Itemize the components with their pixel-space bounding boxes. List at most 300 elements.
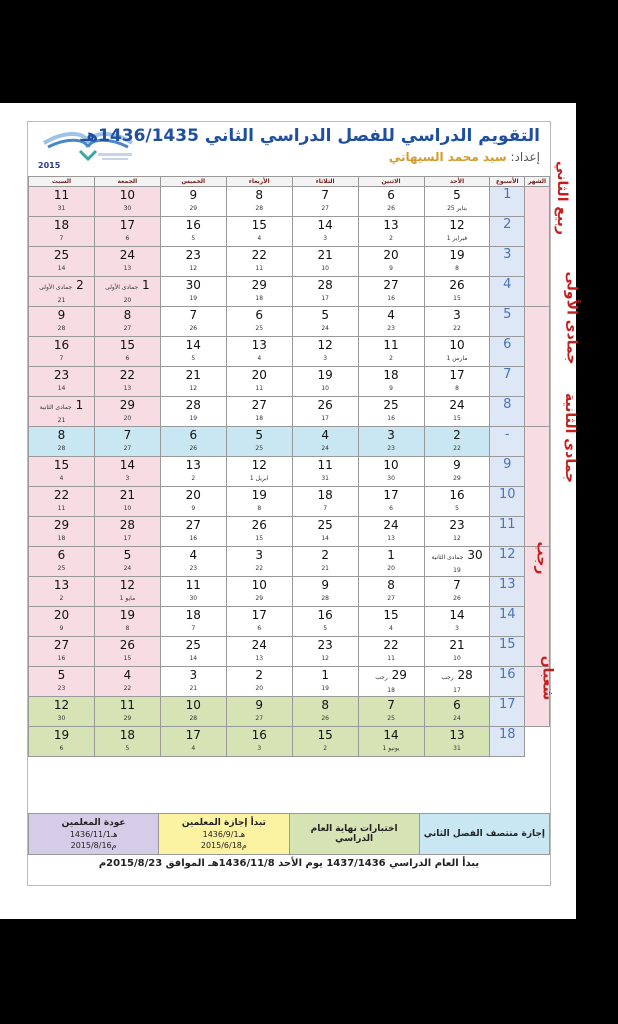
hijri-day: 12 — [53, 698, 70, 712]
hijri-day: 30 — [467, 548, 483, 562]
day-cell-fri — [94, 637, 160, 667]
hijri-day: 28 — [317, 278, 333, 292]
gregorian-day: 28 — [189, 715, 198, 722]
hijri-day: 22 — [383, 638, 399, 652]
page-title: التقويم الدراسي للفصل الدراسي الثاني 1436/1435هـ — [80, 126, 540, 146]
legend-table — [28, 813, 550, 855]
gregorian-day: 21 — [189, 685, 198, 692]
prepared-by — [240, 150, 540, 164]
gregorian-day: 9 — [59, 625, 64, 632]
legend-row — [29, 814, 550, 855]
hijri-day: 14 — [449, 608, 465, 622]
hijri-day: 10 — [449, 338, 465, 352]
hijri-day: 26 — [317, 398, 333, 412]
hijri-day: 18 — [317, 488, 333, 502]
day-cell-sun — [424, 517, 490, 547]
week-row — [29, 217, 550, 247]
day-cell-thu — [160, 727, 226, 757]
day-cell-fri — [94, 277, 160, 307]
week-row — [29, 247, 550, 277]
day-cell-sun — [424, 697, 490, 727]
hijri-day: 24 — [383, 518, 399, 532]
day-cell-mon — [358, 247, 424, 277]
gregorian-day: 12 — [189, 385, 198, 392]
gregorian-day: 1 ابريل — [249, 475, 269, 482]
gregorian-day: 16 — [387, 295, 395, 302]
gregorian-day: 22 — [453, 445, 461, 452]
day-cell-sat — [29, 337, 95, 367]
hijri-day: 4 — [387, 308, 395, 322]
hijri-day: 6 — [189, 428, 198, 442]
hijri-day: 13 — [53, 578, 70, 592]
hijri-day: 27 — [383, 278, 399, 292]
week-number: 3 — [490, 247, 525, 277]
calendar-sheet — [0, 103, 580, 919]
hijri-day: 8 — [255, 188, 264, 202]
day-cell-sat — [29, 427, 95, 457]
week-number: 2 — [490, 217, 525, 247]
gregorian-day: 6 — [59, 745, 64, 752]
gregorian-day: 13 — [387, 535, 395, 542]
hijri-day: 23 — [185, 248, 201, 262]
hijri-day: 1 — [142, 278, 150, 292]
week-row — [29, 577, 550, 607]
day-cell-sat — [29, 457, 95, 487]
day-cell-tue — [292, 367, 358, 397]
gregorian-day: 27 — [255, 715, 264, 722]
gregorian-day: 8 — [257, 505, 262, 512]
day-cell-thu — [160, 217, 226, 247]
hijri-day: 7 — [189, 308, 198, 322]
hijri-day: 13 — [449, 728, 465, 742]
week-number: 11 — [490, 517, 525, 547]
hijri-day: 24 — [449, 398, 465, 412]
day-cell-fri — [94, 397, 160, 427]
gregorian-day: 5 — [191, 355, 196, 362]
hijri-day: 27 — [251, 398, 267, 412]
day-cell-fri — [94, 187, 160, 217]
day-cell-sun — [424, 487, 490, 517]
day-cell-fri — [94, 577, 160, 607]
hijri-day: 14 — [383, 728, 399, 742]
hijri-day: 9 — [57, 308, 66, 322]
gregorian-day: 9 — [389, 265, 393, 272]
hijri-day: 12 — [449, 218, 465, 232]
gregorian-day: 2 — [389, 355, 393, 362]
gregorian-day: 10 — [321, 265, 329, 272]
gregorian-day: 11 — [57, 505, 66, 512]
day-cell-mon — [358, 667, 424, 697]
gregorian-day: 30 — [57, 715, 66, 722]
gregorian-day: 27 — [321, 205, 329, 212]
gregorian-day: 18 — [57, 535, 66, 542]
hijri-day: 29 — [391, 668, 407, 682]
day-cell-wed — [226, 367, 292, 397]
day-cell-sun — [424, 367, 490, 397]
day-cell-sun — [424, 577, 490, 607]
month-cell — [525, 541, 550, 667]
week-number: 4 — [490, 277, 525, 307]
month-label: جمادى الثانية — [562, 392, 579, 484]
hijri-day: 29 — [53, 518, 70, 532]
hijri-day: 24 — [119, 248, 136, 262]
gregorian-day: 30 — [123, 205, 132, 212]
gregorian-day: 27 — [387, 595, 395, 602]
day-cell-sat — [29, 607, 95, 637]
day-cell-thu — [160, 427, 226, 457]
day-cell-sun — [424, 637, 490, 667]
hijri-day: 29 — [119, 398, 136, 412]
gregorian-day: 18 — [387, 687, 395, 694]
gregorian-day: 17 — [123, 535, 132, 542]
hijri-day: 16 — [449, 488, 465, 502]
week-number: 16 — [490, 667, 525, 697]
hijri-day: 28 — [185, 398, 201, 412]
day-cell-sat — [29, 697, 95, 727]
gregorian-day: 6 — [125, 235, 130, 242]
gregorian-day: 14 — [57, 385, 66, 392]
gregorian-day: 13 — [123, 265, 132, 272]
hijri-day: 2 — [321, 548, 329, 562]
hijri-day: 11 — [185, 578, 201, 592]
week-number: 5 — [490, 307, 525, 337]
day-cell-wed — [226, 547, 292, 577]
gregorian-day: 15 — [255, 535, 264, 542]
hijri-day: 11 — [119, 698, 136, 712]
day-cell-sat — [29, 727, 95, 757]
day-cell-tue — [292, 457, 358, 487]
day-cell-wed — [226, 307, 292, 337]
hijri-day: 9 — [189, 188, 198, 202]
hijri-day: 7 — [387, 698, 395, 712]
gregorian-day: 12 — [189, 265, 198, 272]
day-cell-mon — [358, 607, 424, 637]
gregorian-day: 21 — [57, 297, 66, 304]
hijri-day: 16 — [53, 338, 70, 352]
hijri-day: 19 — [449, 248, 465, 262]
gregorian-day: 21 — [321, 565, 329, 572]
hijri-day: 9 — [453, 458, 461, 472]
gregorian-day: 15 — [453, 295, 461, 302]
hijri-day: 21 — [185, 368, 201, 382]
hijri-day: 28 — [457, 668, 473, 682]
gregorian-day: 7 — [59, 235, 64, 242]
hijri-day: 21 — [317, 248, 333, 262]
gregorian-day: 14 — [57, 265, 66, 272]
gregorian-day: 13 — [255, 655, 264, 662]
week-row — [29, 277, 550, 307]
hijri-day: 26 — [251, 518, 267, 532]
day-cell-thu — [160, 667, 226, 697]
legend-vacation-hijri: 1436/9/1هـ — [202, 830, 246, 839]
gregorian-day: 29 — [255, 595, 264, 602]
hijri-day: 5 — [123, 548, 132, 562]
gregorian-day: 20 — [123, 297, 132, 304]
day-cell-wed — [226, 697, 292, 727]
gregorian-day: 1 مايو — [119, 595, 136, 602]
gregorian-day: 20 — [255, 685, 264, 692]
day-cell-thu — [160, 607, 226, 637]
day-cell-wed — [226, 577, 292, 607]
hijri-day: 19 — [53, 728, 70, 742]
hijri-day: 22 — [53, 488, 70, 502]
hijri-day: 17 — [383, 488, 399, 502]
day-cell-sun — [424, 277, 490, 307]
hijri-day: 5 — [321, 308, 329, 322]
week-number: 18 — [490, 727, 525, 757]
hijri-day: 17 — [449, 368, 465, 382]
gregorian-day: 24 — [321, 445, 329, 452]
hijri-day: 23 — [449, 518, 465, 532]
hijri-day: 26 — [119, 638, 136, 652]
hijri-day: 18 — [383, 368, 399, 382]
day-cell-wed — [226, 277, 292, 307]
hijri-day-wrap — [29, 397, 94, 414]
day-cell-fri — [94, 667, 160, 697]
gregorian-day: 3 — [257, 745, 262, 752]
col-fri: الجمعة — [94, 177, 160, 187]
day-cell-sun — [424, 457, 490, 487]
day-cell-tue — [292, 397, 358, 427]
hijri-day: 13 — [251, 338, 267, 352]
hijri-day: 22 — [119, 368, 136, 382]
day-cell-sun — [424, 607, 490, 637]
hijri-day: 28 — [119, 518, 136, 532]
hijri-day: 4 — [123, 668, 132, 682]
day-cell-wed — [226, 427, 292, 457]
hijri-day: 18 — [119, 728, 136, 742]
week-row — [29, 187, 550, 217]
day-cell-thu — [160, 457, 226, 487]
hijri-day: 25 — [185, 638, 201, 652]
week-number: 1 — [490, 187, 525, 217]
day-cell-fri — [94, 607, 160, 637]
gregorian-day: 2 — [389, 235, 393, 242]
hijri-day-wrap — [359, 667, 424, 684]
day-cell-sat — [29, 277, 95, 307]
gregorian-day: 2 — [59, 595, 64, 602]
day-cell-wed — [226, 337, 292, 367]
gregorian-day: 16 — [189, 535, 198, 542]
gregorian-day: 16 — [57, 655, 66, 662]
gregorian-day: 8 — [125, 625, 130, 632]
hijri-day: 23 — [317, 638, 333, 652]
month-label: رجب — [533, 541, 550, 575]
gregorian-day: 9 — [191, 505, 196, 512]
gregorian-day: 22 — [453, 325, 461, 332]
hijri-day: 6 — [387, 188, 395, 202]
day-cell-tue — [292, 667, 358, 697]
gregorian-day: 14 — [321, 535, 329, 542]
day-cell-thu — [160, 637, 226, 667]
hijri-day: 20 — [383, 248, 399, 262]
day-cell-tue — [292, 727, 358, 757]
day-cell-mon — [358, 337, 424, 367]
hijri-day: 4 — [321, 428, 329, 442]
day-cell-wed — [226, 247, 292, 277]
day-cell-sun — [424, 397, 490, 427]
day-cell-wed — [226, 637, 292, 667]
hijri-day: 16 — [317, 608, 333, 622]
hijri-day: 3 — [453, 308, 461, 322]
month-note: رجب — [441, 674, 454, 681]
hijri-day: 12 — [317, 338, 333, 352]
day-cell-tue — [292, 307, 358, 337]
gregorian-day: 25 — [387, 715, 395, 722]
gregorian-day: 8 — [455, 385, 459, 392]
gregorian-day: 4 — [257, 355, 262, 362]
hijri-day: 18 — [53, 218, 70, 232]
gregorian-day: 26 — [189, 325, 198, 332]
hijri-day: 15 — [383, 608, 399, 622]
gregorian-day: 2 — [323, 745, 328, 752]
day-cell-sun — [424, 547, 490, 577]
hijri-day: 8 — [123, 308, 132, 322]
legend-vacation-title: تبدأ إجازة المعلمين — [181, 818, 266, 828]
day-cell-fri — [94, 727, 160, 757]
gregorian-day: 18 — [255, 415, 264, 422]
gregorian-day: 25 — [57, 565, 66, 572]
gregorian-day: 4 — [257, 235, 262, 242]
hijri-day: 29 — [251, 278, 267, 292]
hijri-day: 6 — [57, 548, 66, 562]
day-cell-thu — [160, 187, 226, 217]
hijri-day: 6 — [453, 698, 461, 712]
col-sat: السبت — [29, 177, 95, 187]
gregorian-day: 13 — [123, 385, 132, 392]
day-cell-sat — [29, 517, 95, 547]
gregorian-day: 23 — [387, 445, 395, 452]
gregorian-day: 26 — [387, 205, 395, 212]
gregorian-day: 7 — [191, 625, 196, 632]
hijri-day: 19 — [119, 608, 136, 622]
day-cell-wed — [226, 397, 292, 427]
hijri-day: 15 — [119, 338, 136, 352]
hijri-day: 30 — [185, 278, 201, 292]
month-note: جمادى الأولى — [105, 284, 139, 291]
day-cell-fri — [94, 307, 160, 337]
gregorian-day: 15 — [453, 415, 461, 422]
week-row — [29, 637, 550, 667]
hijri-day: 11 — [317, 458, 333, 472]
gregorian-day: 31 — [321, 475, 329, 482]
footer-note: يبدأ العام الدراسي 1437/1436 يوم الأحد 1436/11/8هـ الموافق 2015/8/23م — [98, 858, 480, 869]
hijri-day-wrap — [29, 277, 94, 294]
gregorian-day: 1 فبراير — [446, 235, 468, 242]
hijri-day-wrap — [425, 547, 490, 564]
day-cell-mon — [358, 397, 424, 427]
hijri-day: 24 — [251, 638, 267, 652]
gregorian-day: 29 — [123, 715, 132, 722]
gregorian-day: 11 — [387, 655, 395, 662]
gregorian-day: 18 — [255, 295, 264, 302]
hijri-day: 12 — [251, 458, 267, 472]
week-row — [29, 697, 550, 727]
hijri-day: 8 — [57, 428, 66, 442]
col-thu: الخميس — [160, 177, 226, 187]
hijri-day: 21 — [119, 488, 136, 502]
day-cell-sun — [424, 667, 490, 697]
col-month: الشهر — [525, 177, 550, 187]
month-cell — [525, 271, 580, 427]
week-row — [29, 667, 550, 697]
week-number: 14 — [490, 607, 525, 637]
hijri-day: 14 — [185, 338, 201, 352]
day-cell-thu — [160, 487, 226, 517]
gregorian-day: 8 — [455, 265, 459, 272]
day-cell-sun — [424, 217, 490, 247]
week-row — [29, 607, 550, 637]
gregorian-day: 26 — [453, 595, 461, 602]
gregorian-day: 12 — [321, 655, 329, 662]
day-cell-fri — [94, 457, 160, 487]
day-cell-mon — [358, 187, 424, 217]
gregorian-day: 4 — [59, 475, 64, 482]
gregorian-day: 15 — [123, 655, 132, 662]
gregorian-day: 14 — [189, 655, 198, 662]
col-sun: الأحد — [424, 177, 490, 187]
gregorian-day: 28 — [57, 445, 66, 452]
day-cell-thu — [160, 337, 226, 367]
day-cell-tue — [292, 577, 358, 607]
day-cell-mon — [358, 697, 424, 727]
month-note: جمادى الثانية — [431, 554, 464, 561]
gregorian-day: 17 — [321, 415, 329, 422]
gregorian-day: 23 — [189, 565, 198, 572]
week-row — [29, 727, 550, 757]
day-cell-mon — [358, 307, 424, 337]
calendar-frame — [27, 121, 580, 886]
hijri-day: 2 — [255, 668, 264, 682]
day-cell-wed — [226, 607, 292, 637]
gregorian-day: 5 — [125, 745, 130, 752]
day-cell-wed — [226, 727, 292, 757]
day-cell-mon — [358, 727, 424, 757]
gregorian-day: 5 — [455, 505, 459, 512]
day-cell-mon — [358, 217, 424, 247]
day-cell-sat — [29, 367, 95, 397]
hijri-day: 8 — [387, 578, 395, 592]
hijri-day: 9 — [255, 698, 264, 712]
hijri-day: 13 — [383, 218, 399, 232]
hijri-day: 10 — [383, 458, 399, 472]
gregorian-day: 27 — [123, 325, 132, 332]
day-cell-fri — [94, 547, 160, 577]
header-row — [29, 177, 550, 187]
gregorian-day: 3 — [125, 475, 130, 482]
hijri-day: 10 — [251, 578, 267, 592]
gregorian-day: 19 — [321, 685, 329, 692]
col-tue: الثلاثاء — [292, 177, 358, 187]
gregorian-day: 23 — [387, 325, 395, 332]
hijri-day: 15 — [317, 728, 333, 742]
gregorian-day: 25 — [255, 445, 264, 452]
hijri-day: 17 — [185, 728, 201, 742]
gregorian-day: 20 — [123, 415, 132, 422]
week-row — [29, 367, 550, 397]
hijri-day: 12 — [119, 578, 136, 592]
day-cell-sun — [424, 187, 490, 217]
hijri-day: 4 — [189, 548, 198, 562]
day-cell-sat — [29, 577, 95, 607]
gregorian-day: 17 — [321, 295, 329, 302]
month-cell — [525, 392, 579, 547]
gregorian-day: 28 — [57, 325, 66, 332]
day-cell-wed — [226, 517, 292, 547]
gregorian-day: 11 — [255, 385, 264, 392]
day-cell-tue — [292, 277, 358, 307]
hijri-day: 10 — [185, 698, 201, 712]
